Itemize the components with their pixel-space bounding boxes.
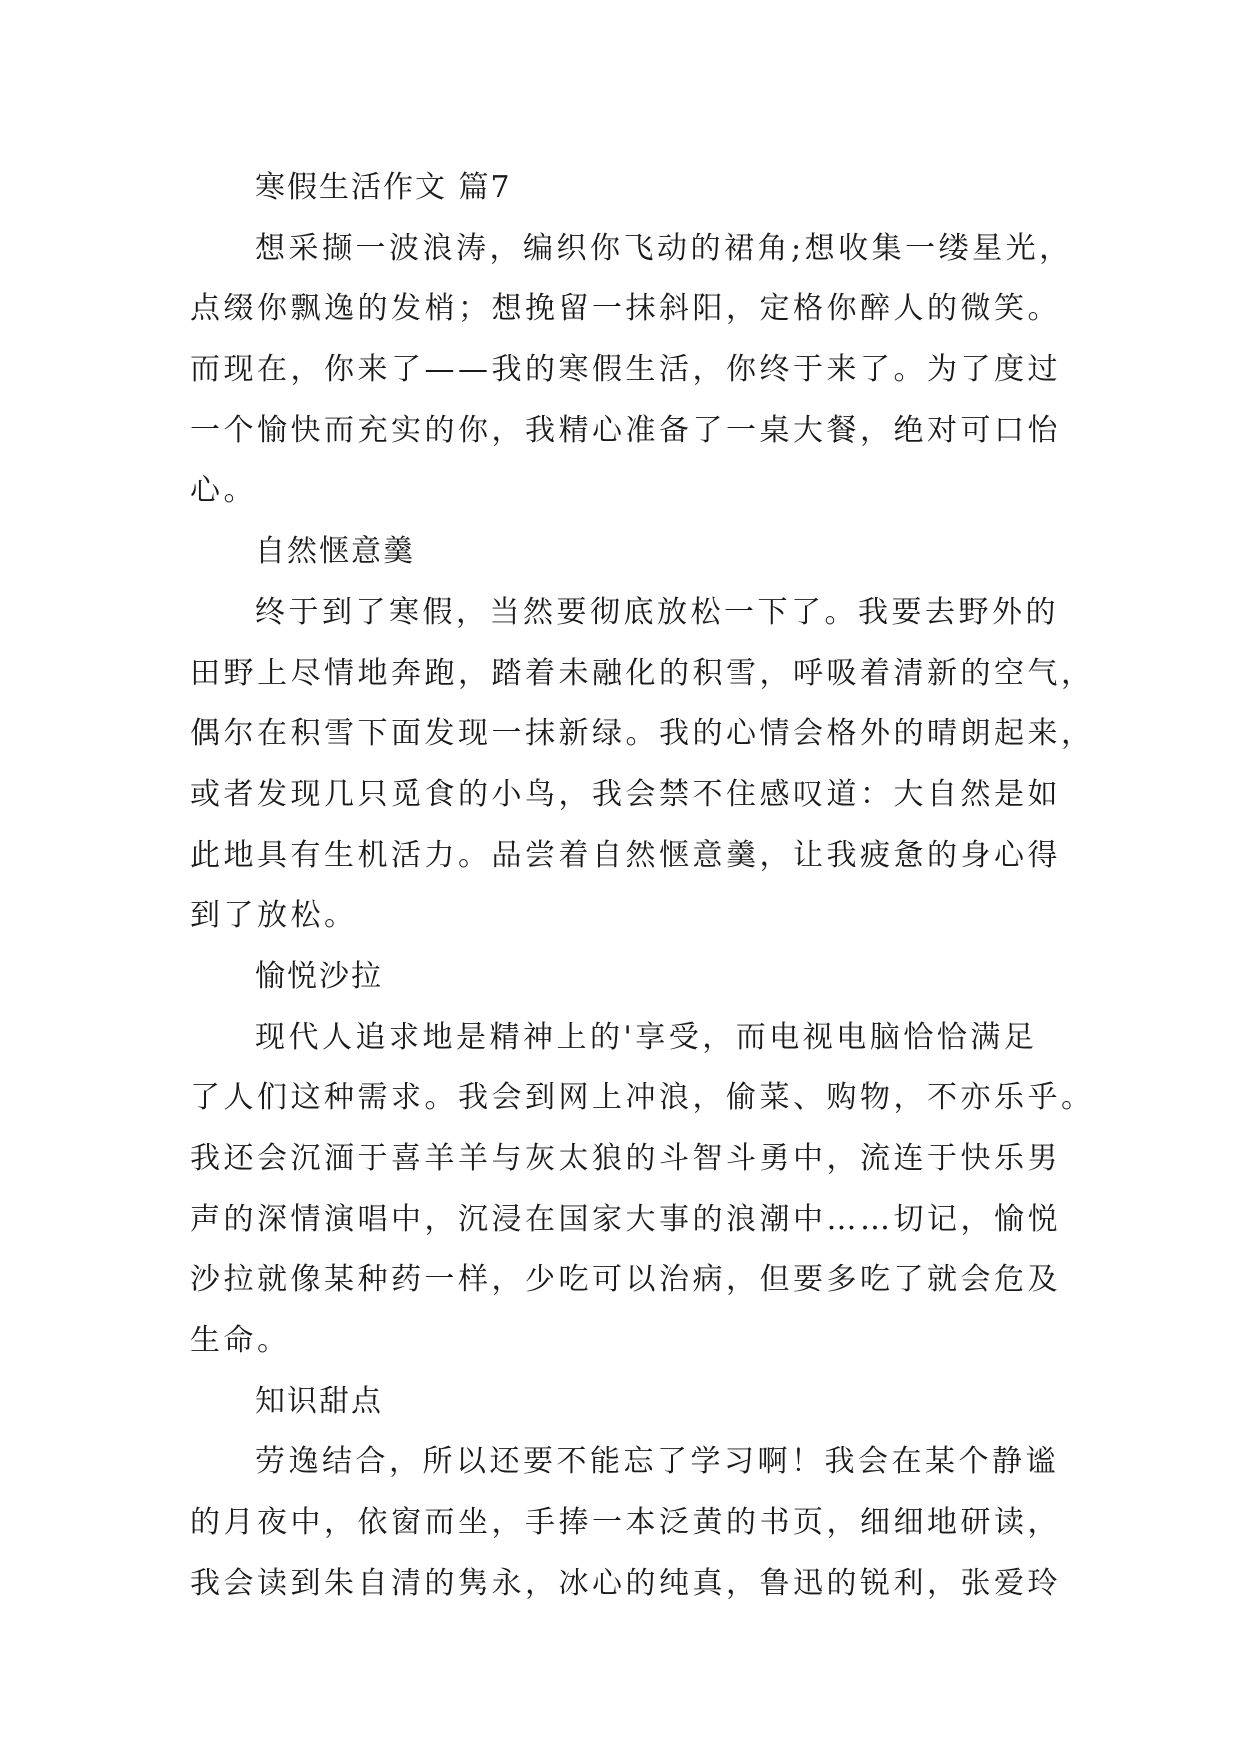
paragraph-line: 到了放松。 bbox=[190, 898, 358, 934]
paragraph-line: 点缀你飘逸的发梢；想挽留一抹斜阳，定格你醉人的微笑。 bbox=[190, 291, 1061, 327]
document-body bbox=[190, 158, 1095, 1615]
paragraph-line: 生命。 bbox=[190, 1323, 291, 1359]
paragraph-line: 想采撷一波浪涛，编织你飞动的裙角;想收集一缕星光， bbox=[255, 230, 1073, 266]
paragraph-line: 心。 bbox=[190, 473, 257, 509]
paragraph-line: 沙拉就像某种药一样，少吃可以治病，但要多吃了就会危及 bbox=[190, 1262, 1061, 1298]
paragraph-line: 终于到了寒假，当然要彻底放松一下了。我要去野外的 bbox=[255, 594, 1059, 630]
paragraph-line: 的月夜中，依窗而坐，手捧一本泛黄的书页，细细地研读， bbox=[190, 1505, 1061, 1541]
section-heading: 愉悦沙拉 bbox=[255, 958, 383, 994]
section-heading: 知识甜点 bbox=[255, 1383, 383, 1419]
section-heading: 自然惬意羹 bbox=[255, 534, 415, 570]
paragraph-line: 我还会沉湎于喜羊羊与灰太狼的斗智斗勇中，流连于快乐男 bbox=[190, 1141, 1061, 1176]
paragraph-line: 而现在，你来了——我的寒假生活，你终于来了。为了度过 bbox=[190, 352, 1061, 388]
paragraph-line: 田野上尽情地奔跑，踏着未融化的积雪，呼吸着清新的空气， bbox=[190, 655, 1095, 691]
paragraph-line: 声的深情演唱中，沉浸在国家大事的浪潮中……切记，愉悦 bbox=[190, 1201, 1061, 1237]
paragraph-line: 我会读到朱自清的隽永，冰心的纯真，鲁迅的锐利，张爱玲 bbox=[190, 1565, 1061, 1601]
paragraph-line: 现代人追求地是精神上的'享受，而电视电脑恰恰满足 bbox=[255, 1019, 1038, 1055]
paragraph-line: 偶尔在积雪下面发现一抹新绿。我的心情会格外的晴朗起来， bbox=[190, 716, 1095, 752]
paragraph-line: 或者发现几只觅食的小鸟，我会禁不住感叹道：大自然是如 bbox=[190, 776, 1061, 812]
paragraph-line: 劳逸结合，所以还要不能忘了学习啊！我会在某个静谧 bbox=[255, 1444, 1059, 1480]
paragraph-line: 了人们这种需求。我会到网上冲浪，偷菜、购物，不亦乐乎。 bbox=[190, 1080, 1095, 1116]
document-title: 寒假生活作文 篇7 bbox=[255, 170, 512, 205]
paragraph-line: 一个愉快而充实的你，我精心准备了一桌大餐，绝对可口怡 bbox=[190, 412, 1061, 448]
paragraph-line: 此地具有生机活力。品尝着自然惬意羹，让我疲惫的身心得 bbox=[190, 837, 1061, 873]
